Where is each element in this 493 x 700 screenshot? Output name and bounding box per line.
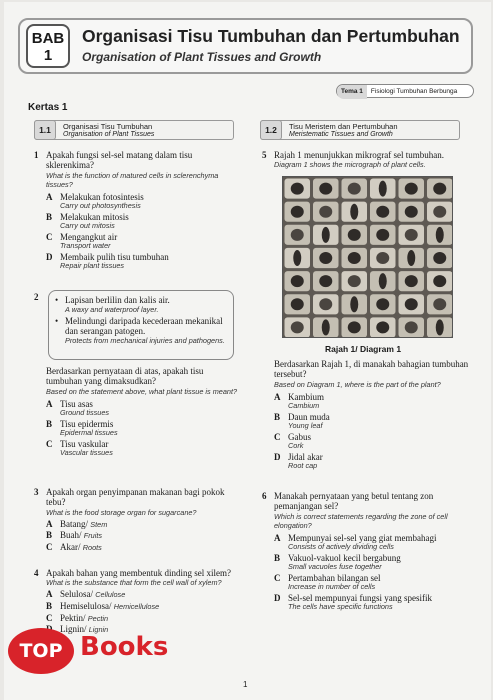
option-text: Melakukan fotosintesis — [60, 191, 144, 202]
option-text-en: Repair plant tissues — [60, 261, 125, 271]
paper-heading: Kertas 1 — [28, 102, 68, 113]
cell-nucleus — [319, 206, 332, 218]
chapter-subtitle: Organisation of Plant Tissues and Growth — [82, 50, 322, 64]
question-number: 1 — [34, 150, 39, 160]
option-c[interactable] — [46, 439, 240, 458]
question-5-continued — [274, 359, 474, 471]
option-text: Akar/ — [60, 542, 83, 552]
option-letter: B — [46, 530, 53, 541]
cell-nucleus — [348, 321, 361, 333]
option-a[interactable] — [46, 192, 240, 211]
option-text-en: The cells have specific functions — [288, 602, 393, 612]
section-title: Tisu Meristem dan Pertumbuhan — [289, 122, 398, 131]
section-number: 1.2 — [260, 120, 282, 140]
chapter-label: BAB — [31, 30, 65, 47]
cell-nucleus — [405, 183, 418, 195]
option-c[interactable] — [46, 613, 240, 624]
option-letter: D — [274, 592, 281, 603]
cell-nucleus — [433, 206, 446, 218]
cell-nucleus — [405, 275, 418, 287]
option-letter: C — [46, 542, 53, 552]
question-text-en: Based on the statement above, what plant tissue is meant? — [46, 386, 238, 396]
option-text: Pektin/ — [60, 612, 88, 623]
option-b[interactable] — [46, 601, 240, 612]
option-letter: C — [274, 572, 281, 583]
option-letter: A — [46, 398, 53, 409]
question-text-en: What is the function of matured cells in sclerenchyma tissues? — [46, 170, 219, 189]
cell-nucleus — [291, 298, 304, 310]
section-header-1-1 — [34, 120, 234, 140]
option-letter: C — [274, 431, 281, 442]
option-text: Mempunyai sel-sel yang giat membahagi — [288, 532, 437, 543]
option-letter: B — [46, 601, 53, 611]
option-text: Daun muda — [288, 411, 330, 422]
statement-bullet-1 — [55, 295, 227, 314]
question-1 — [34, 150, 240, 271]
question-3 — [34, 487, 240, 553]
option-letter: C — [46, 612, 53, 623]
question-text-en: Which is correct statements regarding the zone of cell elongation? — [274, 511, 448, 530]
question-2 — [46, 366, 240, 458]
cell-nucleus — [322, 319, 330, 335]
cell-nucleus — [348, 229, 361, 241]
cell-nucleus — [436, 319, 444, 335]
option-a[interactable] — [46, 589, 240, 600]
option-letter: B — [46, 418, 53, 429]
statement-text: Lapisan berlilin dan kalis air. — [65, 295, 170, 305]
section-title-en: Organisation of Plant Tissues — [63, 131, 155, 138]
option-text: Melakukan mitosis — [60, 211, 129, 222]
cell-nucleus — [319, 275, 332, 287]
question-text: Apakah fungsi sel-sel matang dalam tisu sklerenkima? — [46, 150, 193, 171]
option-text: Lignin/ — [60, 624, 89, 635]
cell-nucleus — [405, 321, 418, 333]
option-text-en: Pectin — [87, 613, 109, 623]
question-6 — [262, 491, 474, 612]
option-a[interactable] — [46, 519, 240, 530]
diagram-caption: Rajah 1/ Diagram 1 — [325, 344, 402, 354]
cell-nucleus — [405, 298, 418, 310]
question-number: 5 — [262, 150, 267, 160]
option-text-en: Ground tissues — [60, 408, 110, 418]
question-5 — [262, 150, 474, 169]
option-letter: B — [274, 411, 281, 422]
page-number: 1 — [243, 680, 248, 689]
option-c[interactable] — [46, 542, 240, 553]
question-text-en: What is the substance that form the cell wall of xylem? — [46, 578, 222, 588]
cell-nucleus — [433, 298, 446, 310]
option-text: Selulosa/ — [60, 589, 96, 600]
section-header-1-2 — [260, 120, 460, 140]
cell-nucleus — [293, 250, 301, 266]
chapter-number: 1 — [43, 47, 53, 64]
cell-nucleus — [291, 183, 304, 195]
option-text: Jidal akar — [288, 451, 323, 462]
option-text: Tisu epidermis — [60, 418, 114, 429]
option-letter: D — [46, 251, 53, 262]
cell-nucleus — [291, 206, 304, 218]
option-letter: A — [46, 518, 53, 529]
option-text-en: Epidermal tissues — [60, 428, 118, 438]
cell-nucleus — [350, 204, 358, 220]
option-b[interactable] — [274, 412, 474, 431]
option-b[interactable] — [46, 212, 240, 231]
option-text: Tisu asas — [60, 398, 93, 409]
chapter-badge — [26, 24, 70, 68]
option-c[interactable] — [46, 232, 240, 251]
cell-nucleus — [436, 227, 444, 243]
option-c[interactable] — [274, 432, 474, 451]
option-text-en: Young leaf — [288, 421, 323, 431]
theme-tag — [336, 84, 474, 98]
option-a[interactable] — [274, 392, 474, 411]
plant-cell-micrograph — [282, 176, 453, 338]
option-a[interactable] — [46, 399, 240, 418]
section-title: Organisasi Tisu Tumbuhan — [63, 122, 153, 131]
option-text: Kambium — [288, 391, 324, 402]
cell-nucleus — [433, 183, 446, 195]
option-d[interactable] — [274, 593, 474, 612]
theme-text: Fisiologi Tumbuhan Berbunga — [370, 88, 458, 95]
option-d[interactable] — [46, 252, 240, 271]
option-letter: C — [46, 438, 53, 449]
question-number: 6 — [262, 491, 267, 501]
option-text: Vakuol-vakuol kecil bergabung — [288, 552, 401, 563]
section-title-en: Meristematic Tissues and Growth — [289, 131, 393, 138]
option-letter: D — [274, 451, 281, 462]
question-number: 3 — [34, 487, 39, 497]
option-text-en: Hemicellulose — [113, 602, 160, 611]
option-b[interactable] — [274, 553, 474, 572]
cell-nucleus — [376, 252, 389, 264]
chapter-title: Organisasi Tisu Tumbuhan dan Pertumbuhan — [82, 26, 460, 46]
option-text-en: Consists of actively dividing cells — [288, 542, 394, 552]
option-text-en: Roots — [82, 543, 102, 552]
cell-nucleus — [348, 252, 361, 264]
option-text: Gabus — [288, 431, 311, 442]
option-c[interactable] — [274, 573, 474, 592]
cell-nucleus — [291, 229, 304, 241]
option-letter: C — [46, 231, 53, 242]
option-letter: B — [46, 211, 53, 222]
question-text: Berdasarkan pernyataan di atas, apakah tisu tumbuhan yang dimaksudkan? — [46, 366, 204, 387]
option-letter: A — [274, 532, 281, 543]
option-text: Buah/ — [60, 530, 84, 541]
option-letter: B — [274, 552, 281, 563]
option-text: Sel-sel mempunyai fungsi yang spesifik — [288, 592, 432, 603]
option-text-en: Small vacuoles fuse together — [288, 562, 382, 572]
cell-nucleus — [376, 229, 389, 241]
question-4 — [34, 568, 240, 635]
cell-nucleus — [376, 298, 389, 310]
option-text-en: Fruits — [83, 531, 102, 541]
option-text-en: Root cap — [288, 461, 318, 471]
statement-text-en: Protects from mechanical injuries and pathogens. — [65, 336, 225, 345]
cell-nucleus — [405, 229, 418, 241]
option-text-en: Cellulose — [95, 590, 126, 600]
statement-bullet-2 — [55, 316, 227, 345]
option-text-en: Vascular tissues — [60, 448, 113, 458]
logo-top-badge: TOP — [8, 628, 74, 674]
option-text-en: Stem — [90, 519, 108, 529]
option-text: Tisu vaskular — [60, 438, 109, 449]
statement-box — [48, 290, 234, 360]
option-text-en: Carry out photosynthesis — [60, 201, 141, 211]
option-text-en: Lignin — [88, 625, 109, 635]
option-text: Membaik pulih tisu tumbuhan — [60, 251, 169, 262]
option-text-en: Carry out mitosis — [60, 221, 115, 231]
question-text: Manakah pernyataan yang betul tentang zon pemanjangan sel? — [274, 491, 434, 512]
option-letter: A — [46, 589, 53, 600]
option-b[interactable] — [46, 530, 240, 541]
option-text-en: Transport water — [60, 241, 111, 251]
option-text: Batang/ — [60, 518, 91, 529]
option-a[interactable] — [274, 533, 474, 552]
option-text: Pertambahan bilangan sel — [288, 572, 381, 583]
question-number: 2 — [34, 292, 39, 302]
cell-nucleus — [319, 183, 332, 195]
question-number: 4 — [34, 568, 39, 578]
chapter-header — [18, 18, 473, 74]
question-text: Rajah 1 menunjukkan mikrograf sel tumbuhan. — [274, 150, 444, 160]
cell-nucleus — [291, 275, 304, 287]
option-b[interactable] — [46, 419, 240, 438]
option-letter: A — [274, 391, 281, 402]
option-d[interactable] — [274, 452, 474, 471]
cell-nucleus — [322, 227, 330, 243]
cell-nucleus — [405, 206, 418, 218]
cell-nucleus — [348, 183, 361, 195]
cell-nucleus — [376, 321, 389, 333]
option-text: Hemiselulosa/ — [60, 601, 114, 611]
cell-nucleus — [319, 252, 332, 264]
cell-nucleus — [433, 275, 446, 287]
cell-nucleus — [350, 296, 358, 312]
question-text: Apakah bahan yang membentuk dinding sel xilem? — [46, 568, 231, 578]
question-text: Berdasarkan Rajah 1, di manakah bahagian tumbuhan tersebut? — [274, 359, 469, 380]
cell-nucleus — [348, 275, 361, 287]
option-text-en: Increase in number of cells — [288, 582, 376, 592]
cell-nucleus — [379, 181, 387, 197]
micrograph-image — [283, 177, 453, 338]
cell-nucleus — [319, 298, 332, 310]
question-text: Apakah organ penyimpanan makanan bagi pokok tebu? — [46, 487, 225, 508]
section-number: 1.1 — [34, 120, 56, 140]
cell-nucleus — [379, 273, 387, 289]
option-letter: A — [46, 191, 53, 202]
option-text: Mengangkut air — [60, 231, 118, 242]
option-text-en: Cork — [288, 441, 304, 451]
cell-nucleus — [291, 321, 304, 333]
theme-label: Tema 1 — [337, 85, 367, 99]
question-text-en: What is the food storage organ for sugarcane? — [46, 507, 197, 517]
statement-text: Melindungi daripada kecederaan mekanikal dan serangan patogen. — [65, 316, 223, 336]
logo-books-text: Books — [80, 632, 169, 662]
question-text-en: Based on Diagram 1, where is the part of the plant? — [274, 379, 441, 389]
question-text-en: Diagram 1 shows the micrograph of plant cells. — [274, 160, 426, 170]
option-text-en: Cambium — [288, 401, 320, 411]
cell-nucleus — [407, 250, 415, 266]
cell-nucleus — [376, 206, 389, 218]
statement-text-en: A waxy and waterproof layer. — [65, 305, 159, 314]
cell-nucleus — [433, 252, 446, 264]
